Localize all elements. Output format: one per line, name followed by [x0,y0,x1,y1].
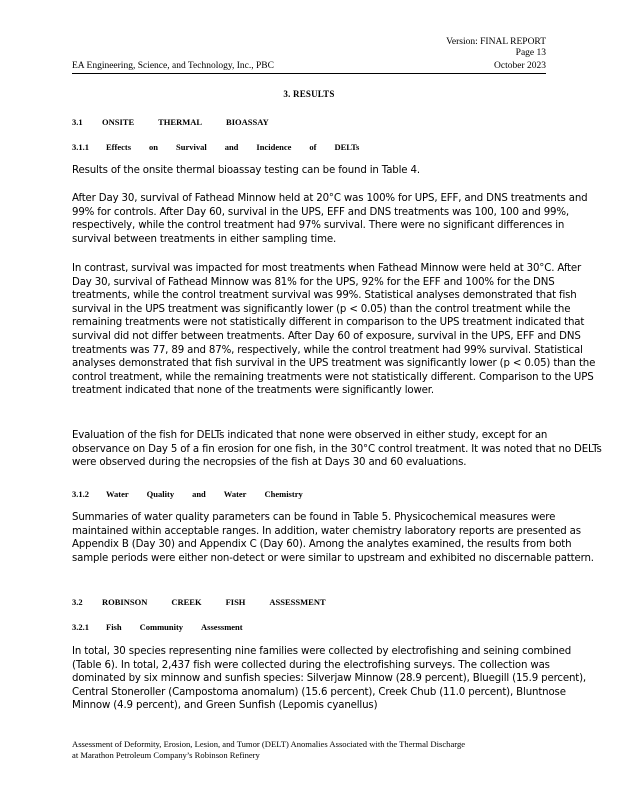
heading-word: Water [106,489,129,499]
section-title: 3. RESULTS [283,89,335,99]
header-page-number: Page 13 [515,48,546,58]
heading-word: Chemistry [264,489,303,499]
heading-3-2-1 [72,622,261,632]
heading-number: 3.1.1 [72,142,89,152]
paragraph-results-intro: Results of the onsite thermal bioassay testing can be found in Table 4. [72,165,420,176]
heading-word: of [309,142,317,152]
heading-word: and [224,142,239,152]
heading-word: ONSITE [102,117,135,127]
header-company: EA Engineering, Science, and Technology, Inc., PBC [72,61,274,71]
heading-3-1 [72,117,293,127]
header-divider [72,73,546,74]
heading-word: Fish [106,622,122,632]
heading-number: 3.2 [72,597,83,607]
heading-word: Assessment [201,622,243,632]
heading-word: THERMAL [158,117,203,127]
heading-word: Incidence [256,142,292,152]
heading-3-1-1 [72,142,377,152]
heading-word: Community [139,622,184,632]
paragraph-water-quality: Summaries of water quality parameters can be found in Table 5. Physicochemical measures were maintained within acceptable ranges. In addition, water chemistry laboratory reports are presented as Appendix B (Day 30) and Appendix C (Day 60). Among the analytes examined, the results from both sample periods were either non-detect or were similar to upstream and exhibited no discernable pattern. [72,512,594,564]
paragraph-30c-survival: In contrast, survival was impacted for most treatments when Fathead Minnow were held at 30°C. After Day 30, survival of Fathead Minnow was 81% for the UPS, 92% for the EFF and 100% for the DNS treatments, while the control treatment survival was 99%. Statistical analyses demonstrated that fish survival in the UPS treatment was significantly lower (p < 0.05) than the control treatment while the remaining treatments were not statistically different in comparison to the UPS treatment indicated that survival did not differ between treatments. After Day 60 of exposure, survival in the UPS, EFF and DNS treatments was 77, 89 and 87%, respectively, while the control treatment had 99% survival. Statistical analyses demonstrated that fish survival in the UPS treatment was significantly lower (p < 0.05) than the control treatment, while the remaining treatments were not statistically different. Comparison to the UPS treatment indicated that none of the treatments were significantly lower. [72,263,596,397]
footer [72,739,552,761]
header-version: Version: FINAL REPORT [446,37,546,47]
heading-number: 3.2.1 [72,622,89,632]
heading-word: DELTs [334,142,360,152]
heading-word: ASSESSMENT [269,597,326,607]
header-date: October 2023 [494,61,546,71]
heading-word: Quality [146,489,175,499]
paragraph-fish-community: In total, 30 species representing nine families were collected by electrofishing and seining combined (Table 6). In total, 2,437 fish were collected during the electrofishing surveys. The collection was dominated by six minnow and sunfish species: Silverjaw Minnow (28.9 percent), Bluegill (15.9 percent), Central Stoneroller (Campostoma anomalum) (15.6 percent), Creek Chub (11.0 percent), Bluntnose Minnow (4.9 percent), and Green Sunfish (Lepomis cyanellus) [72,646,587,712]
heading-word: ROBINSON [102,597,148,607]
heading-number: 3.1 [72,117,83,127]
heading-word: BIOASSAY [226,117,269,127]
paragraph-20c-survival: After Day 30, survival of Fathead Minnow held at 20°C was 100% for UPS, EFF, and DNS treatments and 99% for controls. After Day 60, survival in the UPS, EFF and DNS treatments was 100, 100 and 99%, respectively, while the control treatment had 97% survival. There were no significant differences in survival between treatments in either sampling time. [72,193,588,245]
heading-word: Effects [106,142,132,152]
header-right [446,37,546,59]
heading-number: 3.1.2 [72,489,89,499]
heading-word: FISH [225,597,246,607]
paragraph-delt-evaluation: Evaluation of the fish for DELTs indicated that none were observed in either study, except for an observance on Day 5 of a fin erosion for one fish, in the 30°C control treatment. It was noted that no DELTs were observed during the necropsies of the fish at Days 30 and 60 evaluations. [72,430,602,469]
heading-word: CREEK [171,597,202,607]
footer-line-2: at Marathon Petroleum Company’s Robinson Refinery [72,750,260,760]
heading-word: Water [223,489,247,499]
heading-word: on [149,142,158,152]
heading-3-2 [72,597,350,607]
footer-line-1: Assessment of Deformity, Erosion, Lesion, and Tumor (DELT) Anomalies Associated with the Thermal Discharge [72,739,466,749]
heading-3-1-2 [72,489,321,499]
heading-word: Survival [176,142,207,152]
heading-word: and [192,489,206,499]
